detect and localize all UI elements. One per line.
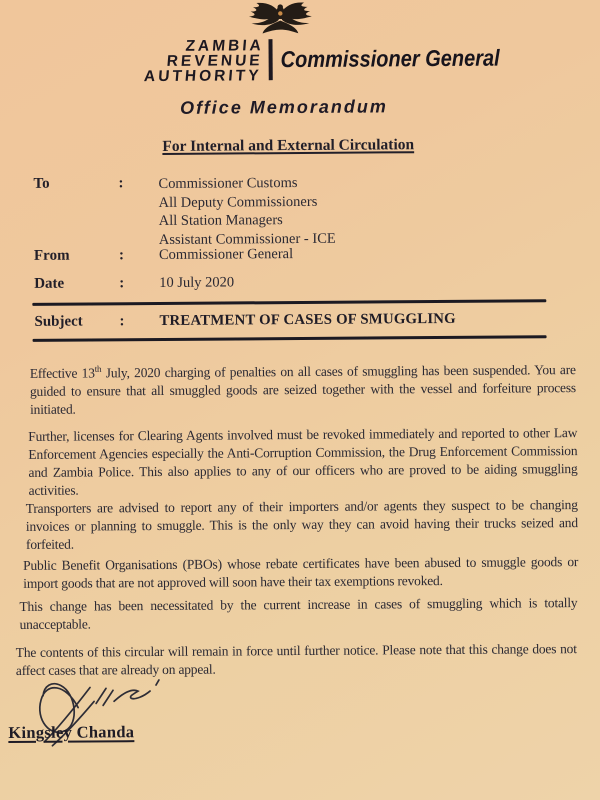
paragraph-1 xyxy=(30,361,576,419)
circulation-heading: For Internal and External Circulation xyxy=(162,136,415,155)
subject-label: Subject xyxy=(34,313,83,330)
subject-rule-bottom xyxy=(33,335,547,342)
to-recipient-1: Commissioner Customs xyxy=(158,175,298,192)
memo-title: Office Memorandum xyxy=(180,96,388,118)
logo-divider xyxy=(268,39,272,80)
to-recipients xyxy=(158,174,335,250)
org-line-3: AUTHORITY xyxy=(143,67,263,86)
to-recipient-4: Assistant Commissioner - ICE xyxy=(158,230,336,248)
subject-value: TREATMENT OF CASES OF SMUGGLING xyxy=(159,310,456,329)
paragraph-1-text: Effective 13 xyxy=(29,365,95,381)
paragraph-4: Public Benefit Organisations (PBOs) whose rebate certificates have been abused to smuggle goods or import goods that are not approved will soon have their tax exemptions revoked. xyxy=(23,554,579,592)
paragraph-3: Transporters are advised to report any of their importers and/or agents they suspect to be changing invoices or planning to smuggle. This is the only way they can avoid having their trucks seized and forfeited. xyxy=(25,497,578,553)
from-label: From xyxy=(33,247,70,264)
office-name: Commissioner General xyxy=(280,44,500,73)
to-recipient-3: All Station Managers xyxy=(158,212,283,230)
paragraph-2: Further, licenses for Clearing Agents involved must be revoked immediately and reported to other Law Enforcement Agencies especially the Anti-Corruption Commission, the Drug Enforcement Commission and Zambia Police. This also applies to any of our officers who are proved to be aiding smuggling activities. xyxy=(28,425,578,499)
eagle-emblem-icon xyxy=(237,1,323,36)
paragraph-1-text-cont: July, 2020 charging of penalties on all cases of smuggling has been suspended. You are guided to ensure that all smuggled goods are seized together with the vessel and forfeiture process initiated. xyxy=(29,362,576,418)
signatory-name: Kingsley Chanda xyxy=(8,722,135,743)
to-recipient-2: All Deputy Commissioners xyxy=(158,193,318,211)
org-line-2: REVENUE xyxy=(166,52,264,70)
date-value: 10 July 2020 xyxy=(159,274,235,291)
date-colon: : xyxy=(119,275,125,292)
paragraph-6: The contents of this circular will remain in force until further notice. Please note that this change does not affect cases that are already on appeal. xyxy=(15,641,577,679)
date-label: Date xyxy=(34,275,65,292)
from-colon: : xyxy=(118,247,125,264)
subject-colon: : xyxy=(119,313,125,330)
from-value: Commissioner General xyxy=(158,246,294,263)
subject-rule-top xyxy=(32,299,546,306)
org-logotype xyxy=(124,38,265,84)
paragraph-5: This change has been necessitated by the current increase in cases of smuggling which is totally unacceptable. xyxy=(19,595,578,633)
ordinal-suffix: th xyxy=(94,363,102,374)
to-colon: : xyxy=(118,175,124,192)
signature xyxy=(16,671,182,760)
org-line-1: ZAMBIA xyxy=(184,37,265,55)
to-label: To xyxy=(33,175,50,192)
